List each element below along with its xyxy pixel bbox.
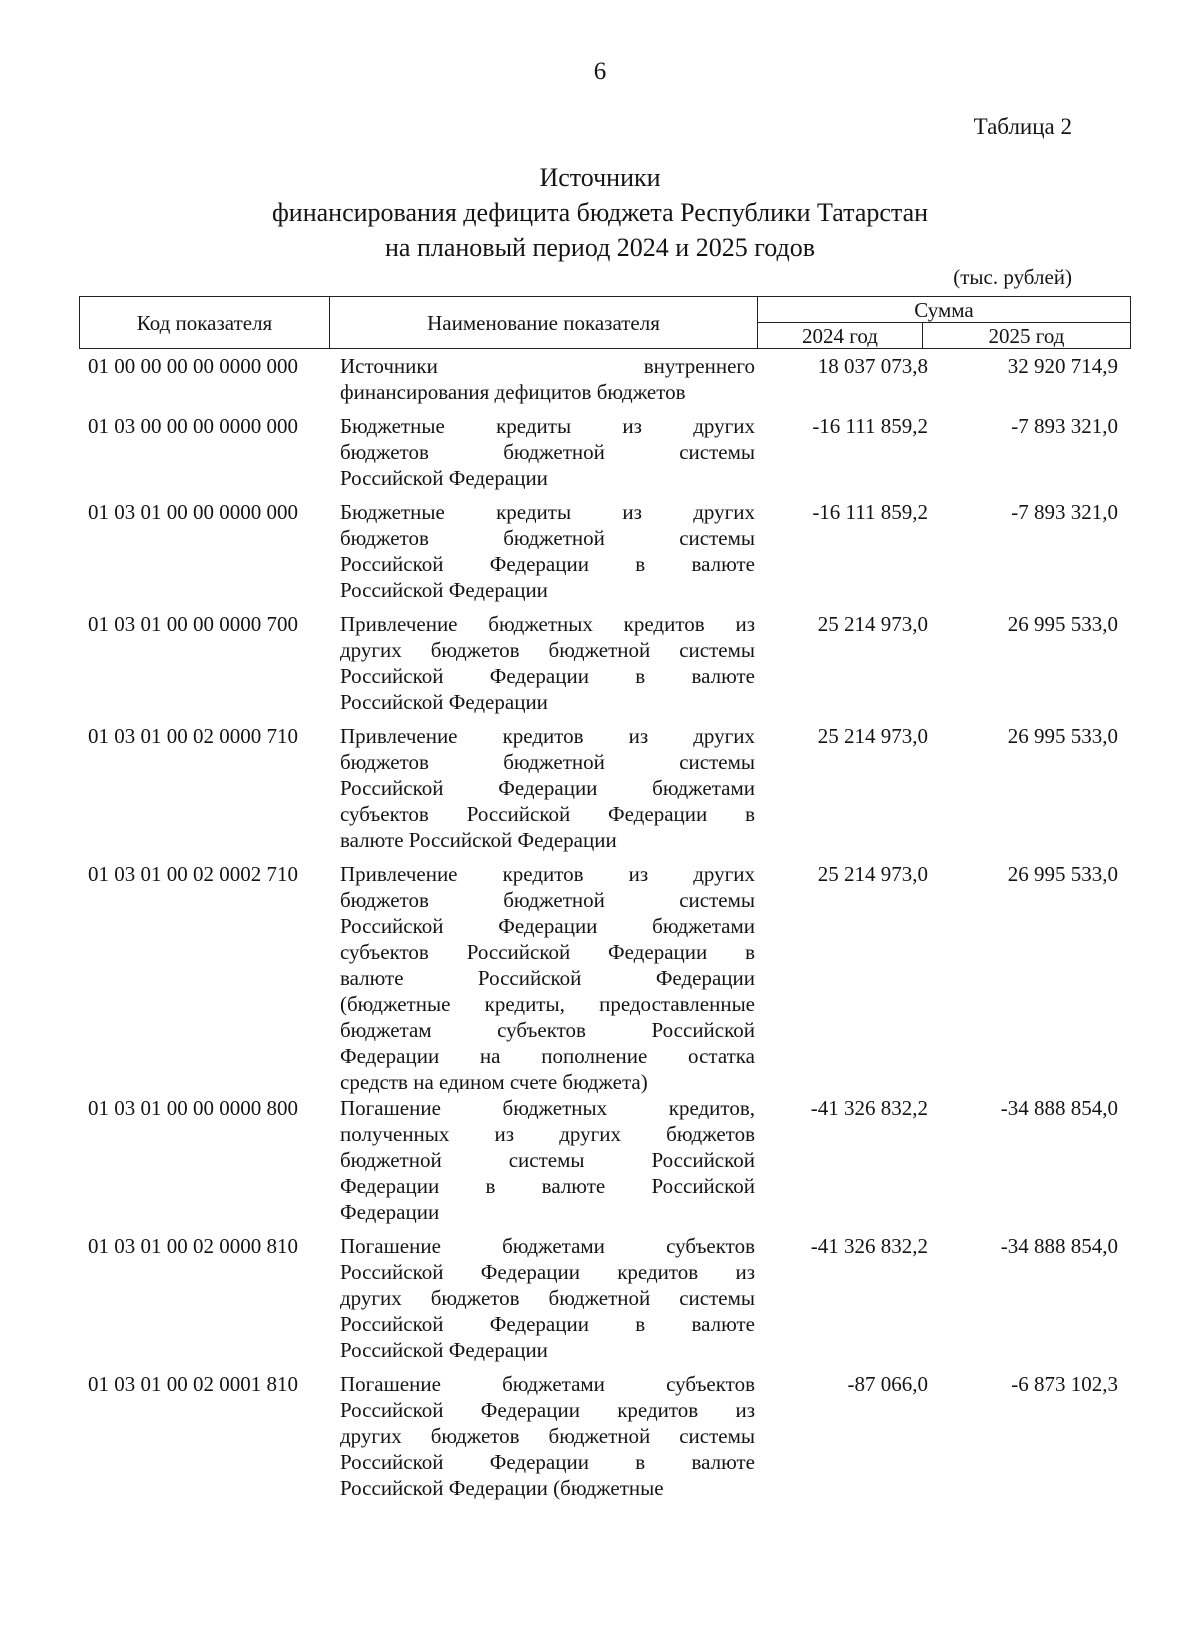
- table-row: [79, 1371, 1130, 1501]
- row-code: 01 03 01 00 02 0000 810: [88, 1234, 298, 1258]
- row-name-line: субъектов Российской Федерации в: [340, 940, 755, 964]
- row-name: [329, 1233, 766, 1363]
- row-name-line: Источники внутреннего: [340, 354, 755, 378]
- row-name-line: Бюджетные кредиты из других: [340, 500, 755, 524]
- row-name: [329, 499, 766, 603]
- row-name-line: Бюджетные кредиты из других: [340, 414, 755, 438]
- table-label: Таблица 2: [973, 114, 1072, 139]
- row-amount-2024: -16 111 859,2: [812, 500, 928, 524]
- row-amount-2024: -87 066,0: [847, 1372, 928, 1396]
- row-name-line: других бюджетов бюджетной системы: [340, 1286, 755, 1310]
- table-body: [79, 353, 1130, 1501]
- row-name: [329, 1371, 766, 1501]
- header-year-2025: 2025 год: [923, 323, 1131, 349]
- row-name-line: других бюджетов бюджетной системы: [340, 638, 755, 662]
- row-name-line: Погашение бюджетами субъектов: [340, 1372, 755, 1396]
- row-amount-2024: -16 111 859,2: [812, 414, 928, 438]
- row-amount-2025: 26 995 533,0: [1007, 862, 1118, 886]
- row-name-line: Российской Федерации: [340, 1338, 548, 1362]
- units-label: (тыс. рублей): [953, 265, 1072, 289]
- row-name-line: Федерации в валюте Российской: [340, 1174, 755, 1198]
- page-number: 6: [593, 58, 607, 85]
- row-amount-2025: -34 888 854,0: [1000, 1096, 1118, 1120]
- row-name-line: бюджетов бюджетной системы: [340, 440, 755, 464]
- row-name-line: Российской Федерации (бюджетные: [340, 1476, 664, 1500]
- row-name: [329, 353, 766, 405]
- row-name-line: бюджетам субъектов Российской: [340, 1018, 755, 1042]
- title-line: на плановый период 2024 и 2025 годов: [385, 233, 815, 262]
- row-name-line: Погашение бюджетных кредитов,: [340, 1096, 755, 1120]
- row-amount-2025: 26 995 533,0: [1007, 724, 1118, 748]
- table-row: [79, 1233, 1130, 1363]
- row-amount-2025: -7 893 321,0: [1011, 500, 1118, 524]
- row-code: 01 03 01 00 02 0002 710: [88, 862, 298, 886]
- row-amount-2025: 26 995 533,0: [1007, 612, 1118, 636]
- row-amount-2024: -41 326 832,2: [810, 1234, 928, 1258]
- row-name: [329, 413, 766, 491]
- table-row: [79, 861, 1130, 1095]
- row-name-line: валюте Российской Федерации: [340, 966, 755, 990]
- table-row: [79, 353, 1130, 405]
- row-name-line: Российской Федерации: [340, 578, 548, 602]
- row-name-line: бюджетной системы Российской: [340, 1148, 755, 1172]
- row-name-line: Российской Федерации в валюте: [340, 1312, 755, 1336]
- row-name: [329, 723, 766, 853]
- table-row: [79, 1095, 1130, 1225]
- row-code: 01 03 01 00 00 0000 000: [88, 500, 298, 524]
- row-amount-2025: -7 893 321,0: [1011, 414, 1118, 438]
- row-amount-2024: 25 214 973,0: [817, 724, 928, 748]
- row-amount-2024: 18 037 073,8: [817, 354, 928, 378]
- row-code: 01 00 00 00 00 0000 000: [88, 354, 298, 378]
- row-code: 01 03 00 00 00 0000 000: [88, 414, 298, 438]
- header-code: Код показателя: [80, 297, 330, 349]
- row-name-line: Федерации на пополнение остатка: [340, 1044, 755, 1068]
- row-name-line: Российской Федерации в валюте: [340, 1450, 755, 1474]
- row-code: 01 03 01 00 00 0000 700: [88, 612, 298, 636]
- title-line: финансирования дефицита бюджета Республики Татарстан: [271, 198, 929, 227]
- row-name-line: Погашение бюджетами субъектов: [340, 1234, 755, 1258]
- row-name-line: бюджетов бюджетной системы: [340, 526, 755, 550]
- row-name-line: бюджетов бюджетной системы: [340, 888, 755, 912]
- row-code: 01 03 01 00 02 0001 810: [88, 1372, 298, 1396]
- row-name-line: Российской Федерации в валюте: [340, 552, 755, 576]
- row-code: 01 03 01 00 00 0000 800: [88, 1096, 298, 1120]
- row-name-line: бюджетов бюджетной системы: [340, 750, 755, 774]
- row-name-line: финансирования дефицитов бюджетов: [340, 380, 686, 404]
- header-sum: Сумма: [758, 297, 1131, 323]
- header-year-2024: 2024 год: [758, 323, 923, 349]
- title-line: Источники: [539, 163, 661, 192]
- row-name-line: средств на едином счете бюджета): [340, 1070, 648, 1094]
- row-name-line: других бюджетов бюджетной системы: [340, 1424, 755, 1448]
- row-name: [329, 861, 766, 1095]
- row-code: 01 03 01 00 02 0000 710: [88, 724, 298, 748]
- row-amount-2024: -41 326 832,2: [810, 1096, 928, 1120]
- table-header: [79, 296, 1131, 349]
- row-amount-2024: 25 214 973,0: [817, 612, 928, 636]
- row-name: [329, 611, 766, 715]
- row-amount-2025: 32 920 714,9: [1007, 354, 1118, 378]
- row-name-line: Российской Федерации бюджетами: [340, 914, 755, 938]
- header-name: Наименование показателя: [330, 297, 758, 349]
- row-name-line: Российской Федерации: [340, 690, 548, 714]
- table-row: [79, 413, 1130, 491]
- row-amount-2025: -34 888 854,0: [1000, 1234, 1118, 1258]
- row-name-line: Привлечение бюджетных кредитов из: [340, 612, 755, 636]
- row-name-line: Привлечение кредитов из других: [340, 862, 755, 886]
- row-name-line: валюте Российской Федерации: [340, 828, 617, 852]
- document-title: [0, 160, 1200, 265]
- row-amount-2024: 25 214 973,0: [817, 862, 928, 886]
- row-name: [329, 1095, 766, 1225]
- row-name-line: субъектов Российской Федерации в: [340, 802, 755, 826]
- row-name-line: Федерации: [340, 1200, 440, 1224]
- row-name-line: Российской Федерации в валюте: [340, 664, 755, 688]
- table-row: [79, 723, 1130, 853]
- row-name-line: полученных из других бюджетов: [340, 1122, 755, 1146]
- row-name-line: (бюджетные кредиты, предоставленные: [340, 992, 755, 1016]
- row-name-line: Российской Федерации: [340, 466, 548, 490]
- row-name-line: Привлечение кредитов из других: [340, 724, 755, 748]
- table-row: [79, 499, 1130, 603]
- row-name-line: Российской Федерации бюджетами: [340, 776, 755, 800]
- row-name-line: Российской Федерации кредитов из: [340, 1398, 755, 1422]
- table-row: [79, 611, 1130, 715]
- row-amount-2025: -6 873 102,3: [1011, 1372, 1118, 1396]
- row-name-line: Российской Федерации кредитов из: [340, 1260, 755, 1284]
